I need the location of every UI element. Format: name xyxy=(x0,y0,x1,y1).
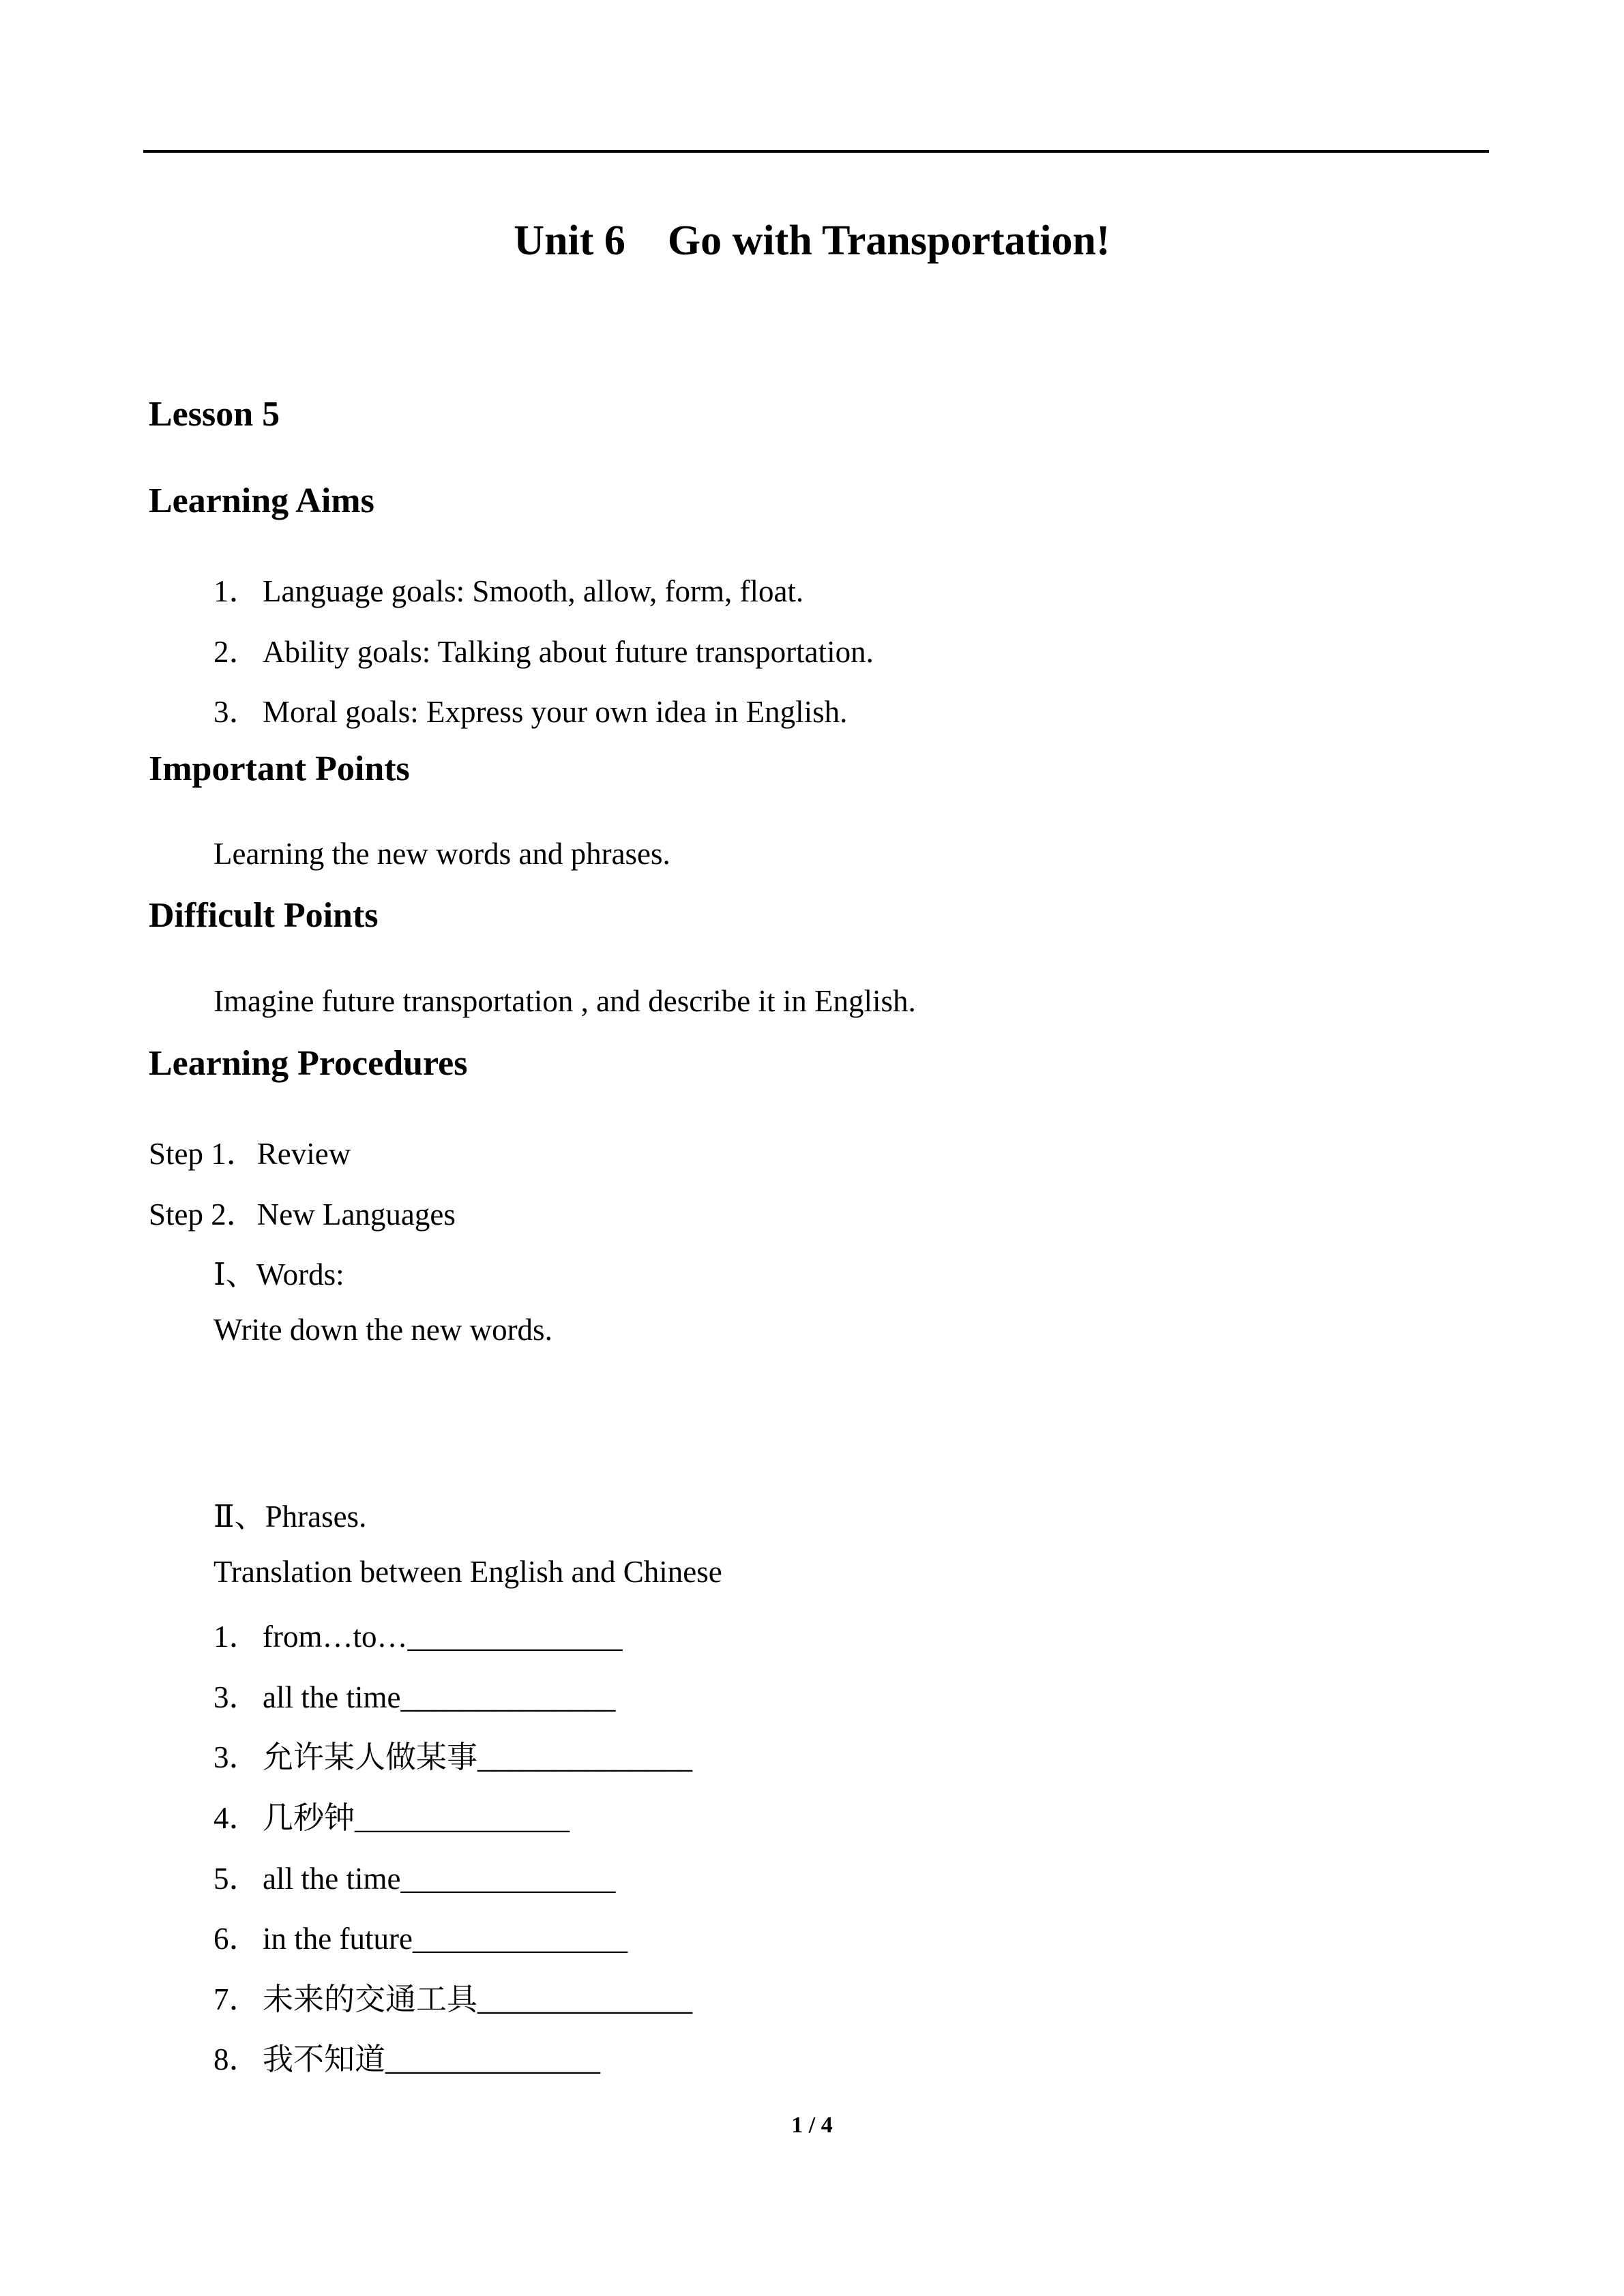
answer-blank[interactable]: ______________ xyxy=(400,1862,616,1896)
phrase-item xyxy=(213,1611,622,1656)
learning-aims-heading: Learning Aims xyxy=(149,481,374,520)
phrase-text: in the future xyxy=(263,1922,413,1956)
header-rule xyxy=(143,150,1489,153)
phrase-text: 允许某人做某事 xyxy=(263,1740,478,1774)
aim-text: Moral goals: Express your own idea in English. xyxy=(263,695,848,729)
aim-text: Language goals: Smooth, allow, form, float. xyxy=(263,574,804,608)
aim-text: Ability goals: Talking about future transportation. xyxy=(263,635,874,669)
phrase-number: 1． xyxy=(213,1620,260,1654)
aim-number: 2． xyxy=(213,635,260,669)
phrase-text: 未来的交通工具 xyxy=(263,1982,478,2016)
phrase-item xyxy=(213,1732,692,1776)
phrases-label: Ⅱ、Phrases. xyxy=(213,1500,367,1534)
phrase-number: 4． xyxy=(213,1801,260,1835)
step-1: Step 1．Review xyxy=(149,1137,351,1171)
aim-item xyxy=(213,627,874,671)
answer-blank[interactable]: ______________ xyxy=(385,2042,601,2076)
important-points-heading: Important Points xyxy=(149,749,410,788)
phrase-number: 6． xyxy=(213,1922,260,1956)
aim-number: 3． xyxy=(213,695,260,729)
answer-blank[interactable]: ______________ xyxy=(477,1982,693,2016)
answer-blank[interactable]: ______________ xyxy=(400,1680,616,1714)
phrase-item xyxy=(213,1853,615,1898)
phrase-text: all the time xyxy=(263,1680,401,1714)
phrase-item xyxy=(213,1672,615,1716)
learning-procedures-heading: Learning Procedures xyxy=(149,1044,468,1083)
lesson-heading: Lesson 5 xyxy=(149,395,280,434)
answer-blank[interactable]: ______________ xyxy=(412,1922,628,1956)
phrase-text: all the time xyxy=(263,1862,401,1896)
phrase-item xyxy=(213,1793,570,1837)
phrase-number: 8． xyxy=(213,2042,260,2076)
phrase-number: 3． xyxy=(213,1680,260,1714)
aim-number: 1． xyxy=(213,574,260,608)
answer-blank[interactable]: ______________ xyxy=(355,1801,570,1835)
phrase-number: 3． xyxy=(213,1740,260,1774)
phrase-item xyxy=(213,1913,628,1958)
phrase-number: 7． xyxy=(213,1982,260,2016)
words-instruction: Write down the new words. xyxy=(213,1313,552,1347)
step-2: Step 2．New Languages xyxy=(149,1197,456,1232)
important-points-text: Learning the new words and phrases. xyxy=(213,837,670,871)
phrase-item xyxy=(213,2034,600,2078)
phrase-number: 5． xyxy=(213,1862,260,1896)
page-title: Unit 6 Go with Transportation! xyxy=(514,218,1110,264)
aim-item xyxy=(213,566,803,610)
difficult-points-heading: Difficult Points xyxy=(149,896,379,935)
page-number: 1 / 4 xyxy=(791,2113,833,2138)
aim-item xyxy=(213,687,847,731)
phrase-text: 我不知道 xyxy=(263,2042,386,2076)
phrase-text: from…to… xyxy=(263,1620,408,1654)
answer-blank[interactable]: ______________ xyxy=(477,1740,693,1774)
answer-blank[interactable]: ______________ xyxy=(407,1620,623,1654)
phrase-item xyxy=(213,1974,692,2018)
phrase-text: 几秒钟 xyxy=(263,1801,355,1835)
difficult-points-text: Imagine future transportation , and describe it in English. xyxy=(213,984,916,1018)
phrases-instruction: Translation between English and Chinese xyxy=(213,1555,722,1589)
words-label: Ⅰ、Words: xyxy=(213,1257,344,1292)
